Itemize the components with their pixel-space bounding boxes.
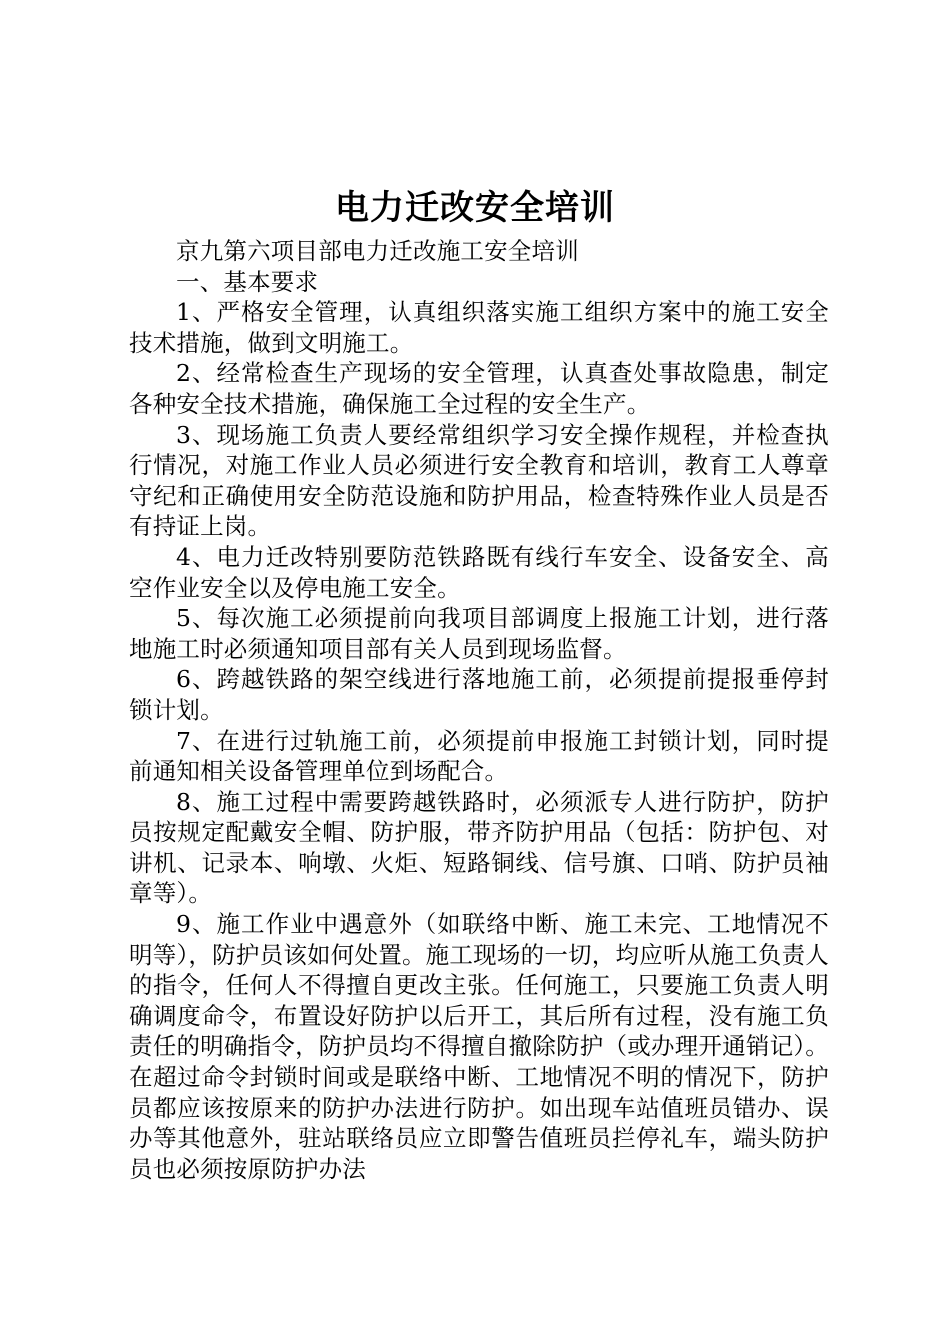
paragraph-item-1: 1、严格安全管理，认真组织落实施工组织方案中的施工安全技术措施，做到文明施工。 <box>129 298 829 357</box>
paragraph-item-6: 6、跨越铁路的架空线进行落地施工前，必须提前提报垂停封锁计划。 <box>129 665 829 724</box>
paragraph-item-4: 4、电力迁改特别要防范铁路既有线行车安全、设备安全、高空作业安全以及停电施工安全。 <box>129 542 829 602</box>
document-body <box>129 236 829 1184</box>
subtitle-paragraph: 京九第六项目部电力迁改施工安全培训 <box>176 237 579 265</box>
document-title: 电力迁改安全培训 <box>335 188 615 228</box>
paragraph-item-7: 7、在进行过轨施工前，必须提前申报施工封锁计划，同时提前通知相关设备管理单位到场配合。 <box>129 726 829 786</box>
section-heading: 一、基本要求 <box>176 267 319 296</box>
paragraph-item-9: 9、施工作业中遇意外（如联络中断、施工未完、工地情况不明等），防护员该如何处置。施工现场的一切，均应听从施工负责人的指令，任何人不得擅自更改主张。任何施工，只要施工负责人明确调度命令，布置设好防护以后开工，其后所有过程，没有施工负责任的明确指令，防护员均不得擅自撤除防护（或办理开通销记）。在超过命令封锁时间或是联络中断、工地情况不明的情况下，防护员都应该按原来的防护办法进行防护。如出现车站值班员错办、误办等其他意外，驻站联络员应立即警告值班员拦停礼车，端头防护员也必须按原防护办法 <box>129 910 829 1183</box>
paragraph-item-8: 8、施工过程中需要跨越铁路时，必须派专人进行防护，防护员按规定配戴安全帽、防护服，带齐防护用品（包括：防护包、对讲机、记录本、响墩、火炬、短路铜线、信号旗、口哨、防护员袖章等）。 <box>129 787 829 908</box>
paragraph-item-2: 2、经常检查生产现场的安全管理，认真查处事故隐患，制定各种安全技术措施，确保施工全过程的安全生产。 <box>129 359 829 418</box>
paragraph-item-5: 5、每次施工必须提前向我项目部调度上报施工计划，进行落地施工时必须通知项目部有关人员到现场监督。 <box>129 604 829 663</box>
paragraph-item-3: 3、现场施工负责人要经常组织学习安全操作规程，并检查执行情况，对施工作业人员必须进行安全教育和培训，教育工人尊章守纪和正确使用安全防范设施和防护用品，检查特殊作业人员是否有持证上岗。 <box>129 420 829 541</box>
